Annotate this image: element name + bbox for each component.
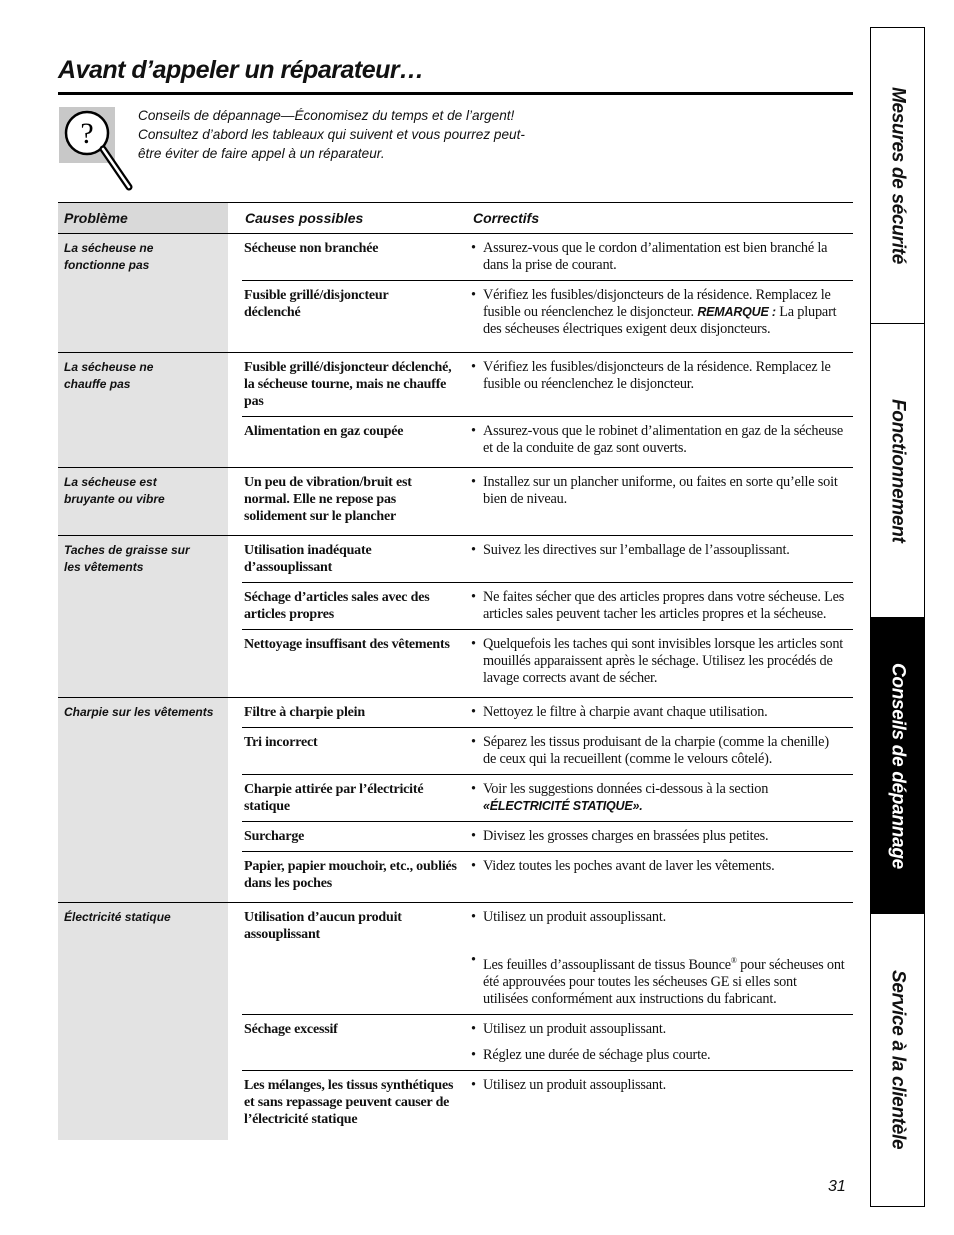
tab-troubleshooting[interactable]: Conseils de dépannage [871, 618, 924, 914]
cause-cell: Un peu de vibration/bruit est normal. Elle ne repose pas solidement sur le plancher [244, 475, 412, 524]
svg-text:?: ? [80, 117, 94, 150]
fix-text: Quelquefois les taches qui sont invisibles lorsque les articles sont mouillés apparaissent après le séchage. Utilisez les procédés de lavage corrects avant de sécher. [483, 636, 844, 686]
fix-text: Les feuilles d’assouplissant de tissus Bounce® pour sécheuses ont été approuvées pour toutes les sécheuses GE si elles sont utilisées conformément aux instructions du fabricant. [483, 956, 845, 1007]
problem-label: La sécheuse ne fonctionne pas [58, 234, 228, 352]
table-row: Sécheuse non branchée • Assurez-vous que le cordon d’alimentation est bien branché la dans la prise de courant. [242, 234, 853, 281]
cause-cell: Séchage excessif [244, 1021, 338, 1037]
cause-cell: Fusible grillé/disjoncteur déclenché, la sécheuse tourne, mais ne chauffe pas [244, 360, 452, 409]
note-label: REMARQUE : [697, 305, 776, 319]
cause-cell: Alimentation en gaz coupée [244, 424, 404, 439]
table-row: Charpie attirée par l’électricité statique • Voir les suggestions données ci-dessous à la section «ÉLECTRICITÉ STATIQUE». [242, 775, 853, 822]
page-title: Avant d’appeler un réparateur… [58, 56, 424, 84]
problem-label: Charpie sur les vêtements [58, 698, 228, 902]
table-row: Papier, papier mouchoir, etc., oubliés dans les poches • Videz toutes les poches avant de laver les vêtements. [242, 852, 853, 902]
table-row: Fusible grillé/disjoncteur déclenché, la sécheuse tourne, mais ne chauffe pas • Vérifiez les fusibles/disjoncteurs de la résidence. Remplacez le fusible ou réenclenchez le disjoncteur. [242, 353, 853, 417]
cause-cell: Séchage d’articles sales avec des articles propres [244, 590, 430, 622]
section-ref: «ÉLECTRICITÉ STATIQUE». [483, 799, 643, 813]
cause-cell: Sécheuse non branchée [244, 241, 379, 256]
fix-text: Vérifiez les fusibles/disjoncteurs de la résidence. Remplacez le fusible ou réenclenchez le disjoncteur. [483, 287, 831, 320]
header-causes: Causes possibles [245, 210, 364, 226]
table-row: Nettoyage insuffisant des vêtements • Quelquefois les taches qui sont invisibles lorsque les articles sont mouillés apparaissent après le séchage. Utilisez les procédés de lavage corrects avant de sécher. [242, 630, 853, 697]
fix-text: Utilisez un produit assouplissant. [483, 1020, 667, 1037]
fix-text: Ne faites sécher que des articles propres dans votre sécheuse. Les articles sales peuvent tacher les articles propres et la sécheuse. [483, 589, 845, 622]
fix-text: Installez sur un plancher uniforme, ou faites en sorte qu’elle soit bien de niveau. [483, 474, 838, 507]
table-row: Utilisation inadéquate d’assouplissant • Suivez les directives sur l’emballage de l’assouplissant. [242, 536, 853, 583]
cause-cell: Charpie attirée par l’électricité statique [244, 782, 424, 814]
problem-group [58, 468, 853, 536]
tab-operation[interactable]: Fonctionnement [871, 324, 924, 618]
question-magnifier-icon [59, 107, 135, 193]
title-rule [58, 92, 853, 95]
table-row: Surcharge • Divisez les grosses charges en brassées plus petites. [242, 822, 853, 852]
tab-safety[interactable]: Mesures de sécurité [871, 28, 924, 324]
fix-text: Suivez les directives sur l’emballage de l’assouplissant. [483, 542, 790, 558]
cause-cell: Les mélanges, les tissus synthétiques et sans repassage peuvent causer de l’électricité statique [244, 1077, 454, 1127]
cause-cell: Surcharge [244, 829, 305, 844]
problem-group [58, 353, 853, 468]
fix-text: Séparez les tissus produisant de la charpie (comme la chenille) de ceux qui la recueillent (comme le velours côtelé). [483, 734, 829, 767]
fix-text: Assurez-vous que le robinet d’alimentation en gaz de la sécheuse et de la conduite de gaz sont ouverts. [483, 423, 843, 456]
problem-label: Taches de graisse sur les vêtements [58, 536, 228, 697]
fix-text: Utilisez un produit assouplissant. [483, 1076, 667, 1093]
cause-cell: Papier, papier mouchoir, etc., oubliés dans les poches [244, 859, 457, 891]
table-row: Séchage d’articles sales avec des articles propres • Ne faites sécher que des articles propres dans votre sécheuse. Les articles sales peuvent tacher les articles propres et la sécheuse. [242, 583, 853, 630]
intro-text: Conseils de dépannage—Économisez du temps et de l’argent! Consultez d’abord les tableaux qui suivent et vous pourrez peut-être éviter de faire appel à un réparateur. [138, 108, 525, 161]
fix-text: Nettoyez le filtre à charpie avant chaque utilisation. [483, 704, 768, 720]
fix-text: Voir les suggestions données ci-dessous à la section [483, 781, 769, 797]
fix-text: Vérifiez les fusibles/disjoncteurs de la résidence. Remplacez le fusible ou réenclenchez le disjoncteur. [483, 359, 831, 392]
note-text: La plupart des sécheuses électriques exigent deux disjoncteurs. [483, 304, 837, 337]
problem-label: La sécheuse ne chauffe pas [58, 353, 228, 467]
problem-group [58, 903, 853, 1140]
fix-text: Videz toutes les poches avant de laver les vêtements. [483, 858, 775, 874]
troubleshooting-table [58, 202, 853, 1140]
cause-cell: Tri incorrect [244, 735, 318, 750]
table-row: Utilisation d’aucun produit assouplissant • Utilisez un produit assouplissant. • Les feuilles d’assouplissant de tissus Bounce® pour sécheuses ont été approuvées pour toutes les sécheuses GE si elles sont utilisées conformément aux instructions du fabricant. [242, 903, 853, 1015]
fix-text: Utilisez un produit assouplissant. [483, 909, 667, 925]
fix-text: Assurez-vous que le cordon d’alimentation est bien branché la dans la prise de courant. [483, 240, 828, 273]
header-fixes: Correctifs [473, 210, 540, 226]
table-row: Fusible grillé/disjoncteur déclenché • Vérifiez les fusibles/disjoncteurs de la résidence. Remplacez le fusible ou réenclenchez le disjoncteur. REMARQUE : La plupart des sécheuses électriques exigent deux disjoncteurs. [242, 281, 853, 352]
table-row: Les mélanges, les tissus synthétiques et sans repassage peuvent causer de l’électricité statique • Utilisez un produit assouplissant. [242, 1071, 853, 1140]
table-row: Séchage excessif • Utilisez un produit assouplissant. • Réglez une durée de séchage plus courte. [242, 1015, 853, 1071]
problem-group [58, 234, 853, 353]
side-tab-bar [870, 27, 925, 1207]
problem-group [58, 536, 853, 698]
page-number: 31 [828, 1178, 846, 1195]
cause-cell: Nettoyage insuffisant des vêtements [244, 637, 450, 652]
table-row: Alimentation en gaz coupée • Assurez-vous que le robinet d’alimentation en gaz de la sécheuse et de la conduite de gaz sont ouverts. [242, 417, 853, 467]
fix-text: Réglez une durée de séchage plus courte. [483, 1046, 711, 1063]
cause-cell: Fusible grillé/disjoncteur déclenché [244, 288, 389, 320]
problem-group [58, 698, 853, 903]
table-row: Tri incorrect • Séparez les tissus produisant de la charpie (comme la chenille) de ceux qui la recueillent (comme le velours côtelé). [242, 728, 853, 775]
cause-cell: Utilisation d’aucun produit assouplissant [244, 910, 402, 942]
table-header [58, 202, 853, 234]
cause-cell: Utilisation inadéquate d’assouplissant [244, 543, 372, 575]
table-row: Filtre à charpie plein • Nettoyez le filtre à charpie avant chaque utilisation. [242, 698, 853, 728]
problem-label: Électricité statique [58, 903, 228, 1140]
header-problem: Problème [58, 203, 228, 233]
tab-customer-service[interactable]: Service à la clientèle [887, 970, 909, 1150]
cause-cell: Filtre à charpie plein [244, 705, 365, 720]
problem-label: La sécheuse est bruyante ou vibre [58, 468, 228, 535]
fix-text: Divisez les grosses charges en brassées plus petites. [483, 828, 769, 844]
table-row: Un peu de vibration/bruit est normal. Elle ne repose pas solidement sur le plancher • Installez sur un plancher uniforme, ou faites en sorte qu’elle soit bien de niveau. [242, 468, 853, 535]
